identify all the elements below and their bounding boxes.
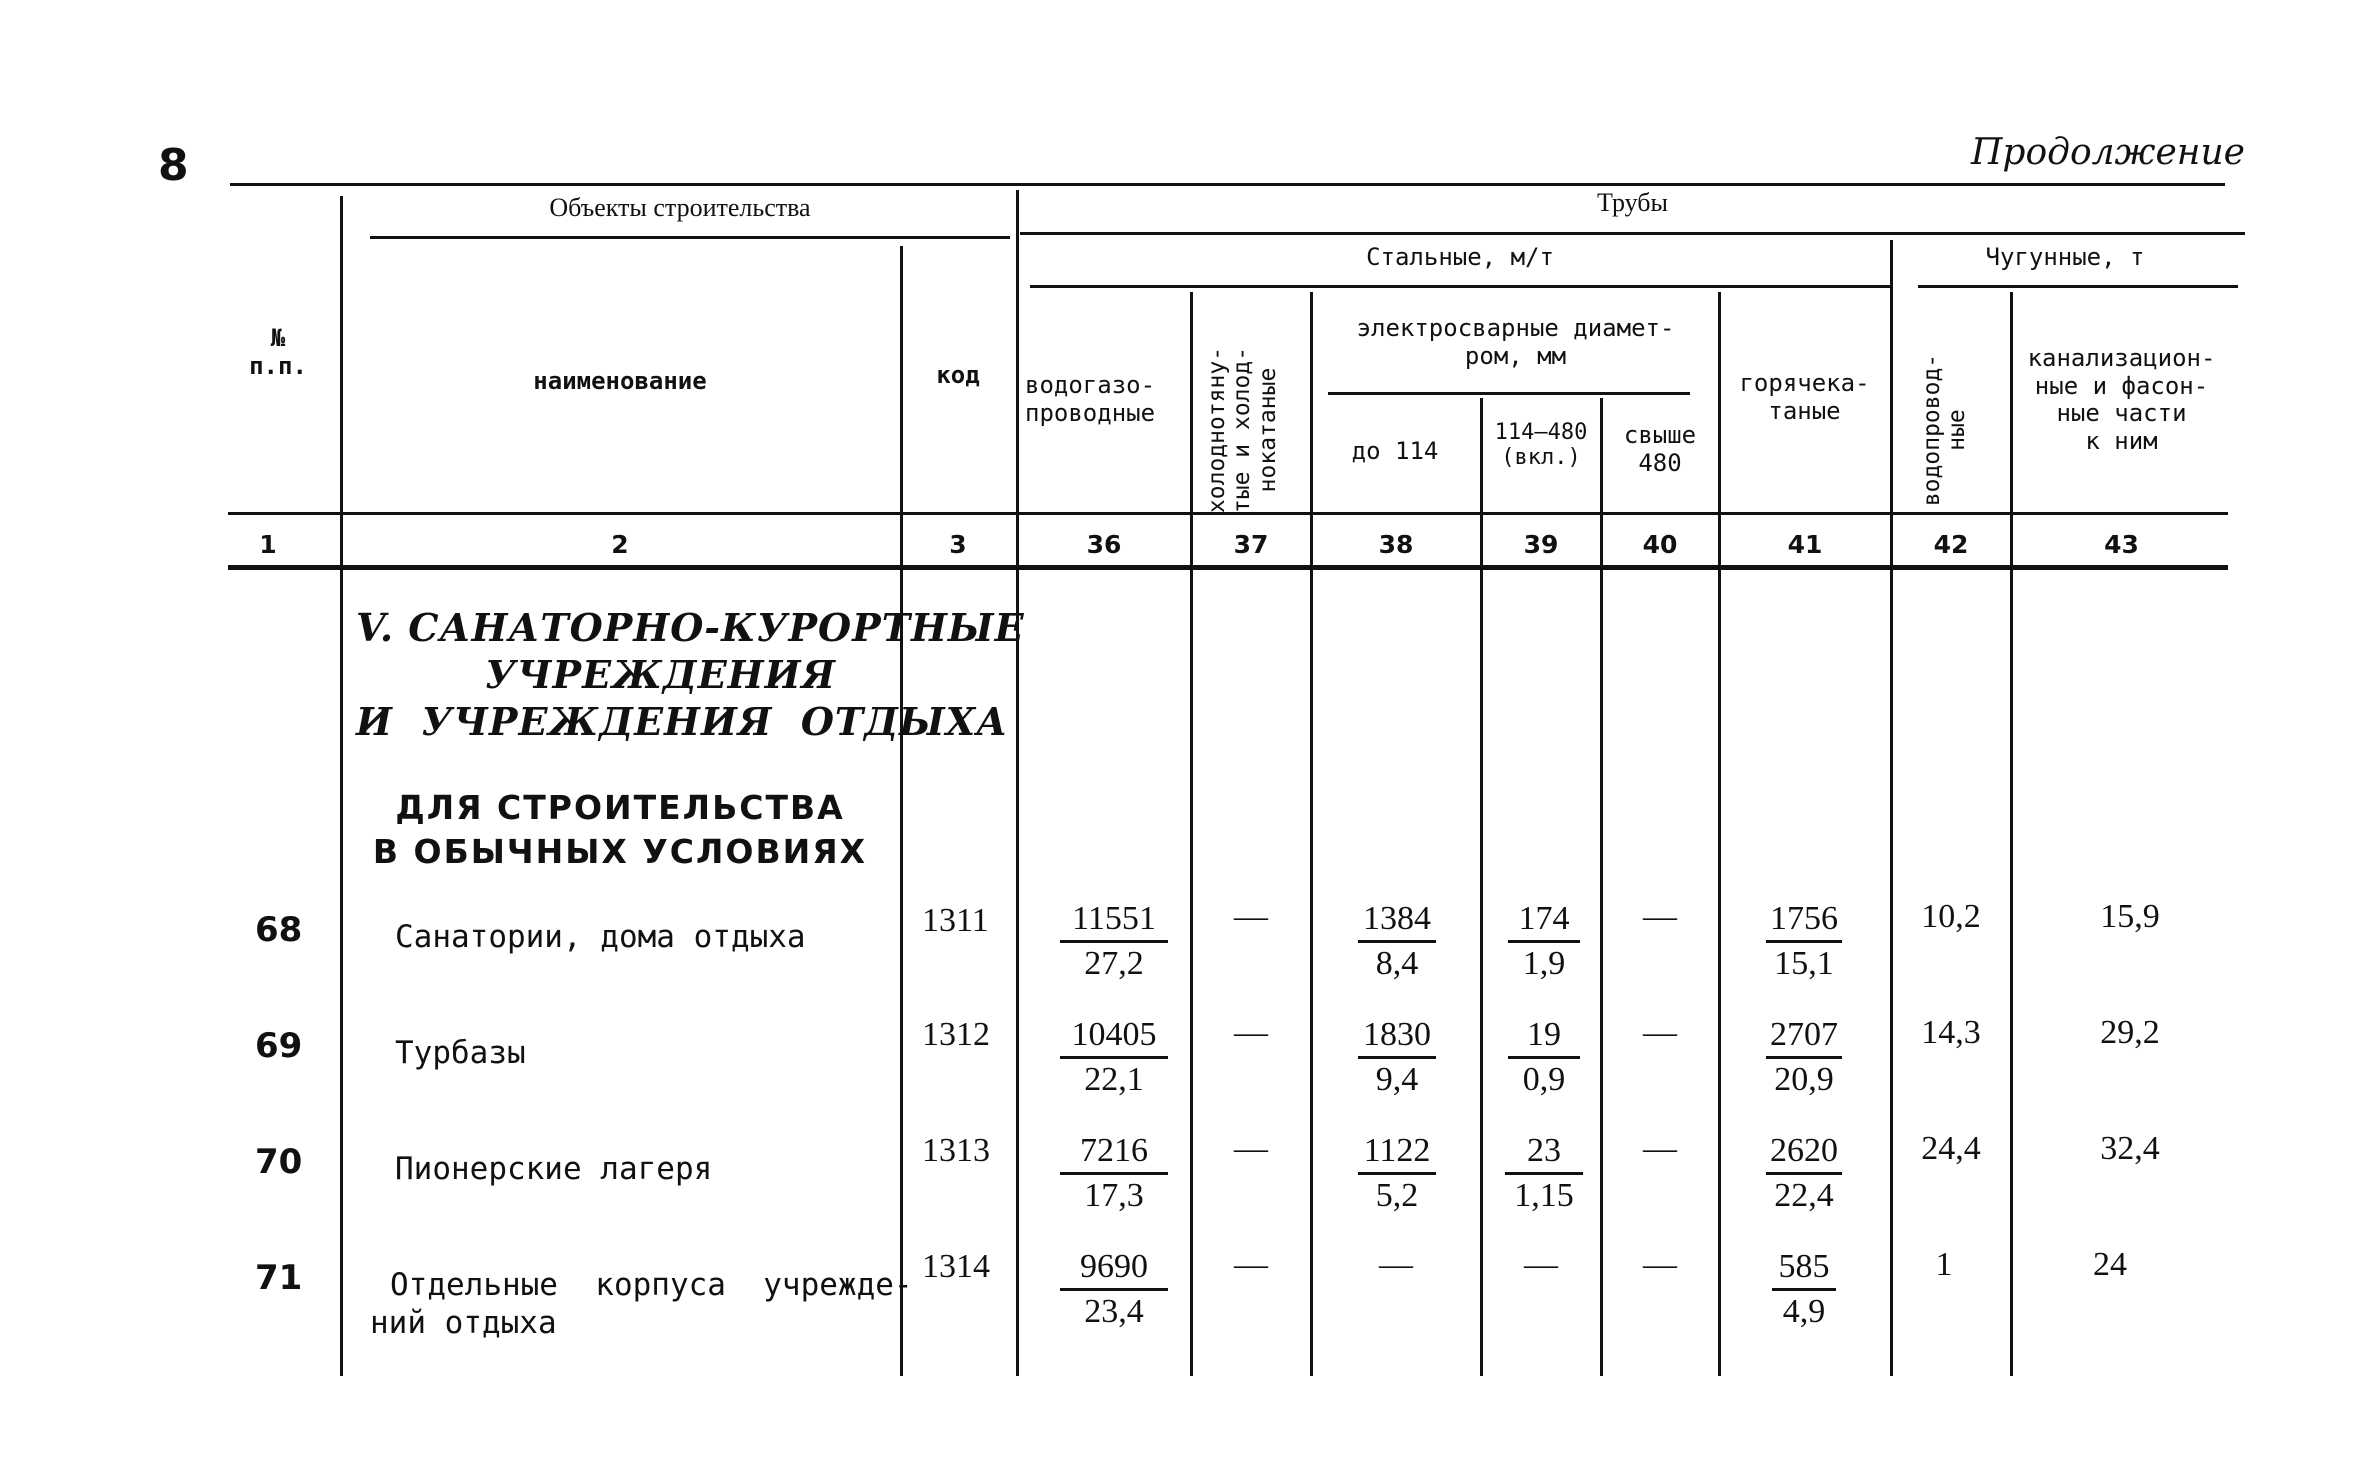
cold-drawn-value: — xyxy=(1234,1246,1268,1283)
col-sep-41 xyxy=(1890,240,1893,1376)
colnum-43: 43 xyxy=(2104,530,2139,559)
section-title-line-1: V. САНАТОРНО-КУРОРТНЫЕ xyxy=(356,605,1025,650)
col-sep-40 xyxy=(1718,292,1721,1376)
colnum-3: 3 xyxy=(949,530,967,559)
header-sewer: канализацион- ные и фасон- ные части к ним xyxy=(2027,344,2216,455)
section-subtitle-line-2: В ОБЫЧНЫХ УСЛОВИЯХ xyxy=(372,832,868,871)
over480-value: — xyxy=(1643,1130,1677,1167)
d114-480-value: $\frac{23}{1,15}$ xyxy=(1505,1130,1583,1217)
col-sep-37 xyxy=(1310,292,1313,1376)
col-sep-3 xyxy=(1016,190,1019,1376)
header-code: код xyxy=(936,361,980,389)
header-steel-group: Стальные, м/т xyxy=(1366,243,1554,271)
section-title-line-3: И УЧРЕЖДЕНИЯ ОТДЫХА xyxy=(356,699,1009,744)
water-supply-value: 1 xyxy=(1935,1246,1953,1283)
over480-value: — xyxy=(1643,1014,1677,1051)
header-cold-drawn: холоднотяну- тые и холод- нокатаные xyxy=(1204,346,1281,514)
sewer-value: 29,2 xyxy=(2100,1014,2160,1051)
row-code: 1313 xyxy=(922,1132,990,1169)
colnum-39: 39 xyxy=(1523,530,1559,559)
d114-480-value: $\frac{19}{0,9}$ xyxy=(1508,1014,1580,1101)
to114-value: $\frac{1830}{9,4}$ xyxy=(1358,1014,1436,1101)
to114-value: $\frac{1122}{5,2}$ xyxy=(1358,1130,1436,1217)
row-name-line-1: Отдельные корпуса учрежде- xyxy=(390,1267,913,1303)
hot-rolled-value: $\frac{2707}{20,9}$ xyxy=(1766,1014,1842,1101)
colnum-37: 37 xyxy=(1233,530,1269,559)
sewer-value: 24 xyxy=(2093,1246,2127,1283)
col-sep-38 xyxy=(1480,398,1483,1376)
cold-drawn-value: — xyxy=(1234,898,1268,935)
row-name: Турбазы xyxy=(395,1035,526,1071)
pipes-group-rule xyxy=(1020,232,2245,235)
electro-group-rule xyxy=(1328,392,1690,395)
continued-label: Продолжение xyxy=(1971,132,2245,173)
header-electro-group: электросварные диамет- ром, мм xyxy=(1356,314,1675,370)
colnum-41: 41 xyxy=(1787,530,1823,559)
row-number: 69 xyxy=(255,1026,303,1066)
row-code: 1312 xyxy=(922,1016,990,1053)
row-number: 71 xyxy=(255,1258,303,1298)
colnum-2: 2 xyxy=(611,530,629,559)
water-gas-value: $\frac{10405}{22,1}$ xyxy=(1060,1014,1168,1101)
over480-value: — xyxy=(1643,1246,1677,1283)
col-sep-36 xyxy=(1190,292,1193,1376)
over480-value: — xyxy=(1643,898,1677,935)
row-name-line-2: ний отдыха xyxy=(370,1305,557,1341)
header-to-114: до 114 xyxy=(1351,437,1439,465)
cold-drawn-value: — xyxy=(1234,1014,1268,1051)
colnum-36: 36 xyxy=(1086,530,1122,559)
colnum-bottom-rule xyxy=(228,565,2228,570)
d114-480-value: $\frac{174}{1,9}$ xyxy=(1508,898,1580,985)
water-supply-value: 10,2 xyxy=(1921,898,1981,935)
water-gas-value: $\frac{7216}{17,3}$ xyxy=(1060,1130,1168,1217)
water-supply-value: 24,4 xyxy=(1921,1130,1981,1167)
col-sep-42 xyxy=(2010,292,2013,1376)
col-sep-2 xyxy=(900,246,903,1376)
colnum-42: 42 xyxy=(1933,530,1969,559)
page-number: 8 xyxy=(158,140,189,191)
row-code: 1311 xyxy=(922,902,989,939)
water-gas-value: $\frac{9690}{23,4}$ xyxy=(1060,1246,1168,1333)
colnum-40: 40 xyxy=(1642,530,1678,559)
objects-group-rule xyxy=(370,236,1010,239)
row-name: Пионерские лагеря xyxy=(395,1151,713,1187)
header-cast-group: Чугунные, т xyxy=(1985,243,2145,271)
to114-value: $\frac{1384}{8,4}$ xyxy=(1358,898,1436,985)
cast-group-rule xyxy=(1918,285,2238,288)
hot-rolled-value: $\frac{1756}{15,1}$ xyxy=(1766,898,1842,985)
header-114-480: 114—480 (вкл.) xyxy=(1494,420,1588,471)
section-title-line-2: УЧРЕЖДЕНИЯ xyxy=(485,652,836,697)
d114-480-value: — xyxy=(1524,1246,1558,1283)
header-water-supply: водопровод- ные xyxy=(1919,353,1971,507)
sewer-value: 15,9 xyxy=(2100,898,2160,935)
colnum-1: 1 xyxy=(259,530,277,559)
header-name: наименование xyxy=(533,367,707,395)
section-subtitle-line-1: ДЛЯ СТРОИТЕЛЬСТВА xyxy=(395,788,845,827)
row-number: 70 xyxy=(255,1142,303,1182)
water-supply-value: 14,3 xyxy=(1921,1014,1981,1051)
header-water-gas: водогазо- проводные xyxy=(1025,371,1156,427)
header-over-480: свыше 480 xyxy=(1623,421,1697,477)
table-top-rule xyxy=(230,183,2225,186)
col-sep-39 xyxy=(1600,398,1603,1376)
col-sep-1 xyxy=(340,196,343,1376)
steel-group-rule xyxy=(1030,285,1890,288)
hot-rolled-value: $\frac{2620}{22,4}$ xyxy=(1766,1130,1842,1217)
header-no: № п.п. xyxy=(249,324,307,380)
water-gas-value: $\frac{11551}{27,2}$ xyxy=(1060,898,1168,985)
sewer-value: 32,4 xyxy=(2100,1130,2160,1167)
row-number: 68 xyxy=(255,910,303,950)
row-code: 1314 xyxy=(922,1248,990,1285)
header-pipes-group: Трубы xyxy=(1597,188,1668,217)
header-objects-group: Объекты строительства xyxy=(549,193,811,222)
row-name: Санатории, дома отдыха xyxy=(395,919,806,955)
colnum-38: 38 xyxy=(1378,530,1414,559)
to114-value: — xyxy=(1379,1246,1413,1283)
cold-drawn-value: — xyxy=(1234,1130,1268,1167)
hot-rolled-value: $\frac{585}{4,9}$ xyxy=(1772,1246,1836,1333)
header-hot-rolled: горячека- таные xyxy=(1739,369,1870,425)
